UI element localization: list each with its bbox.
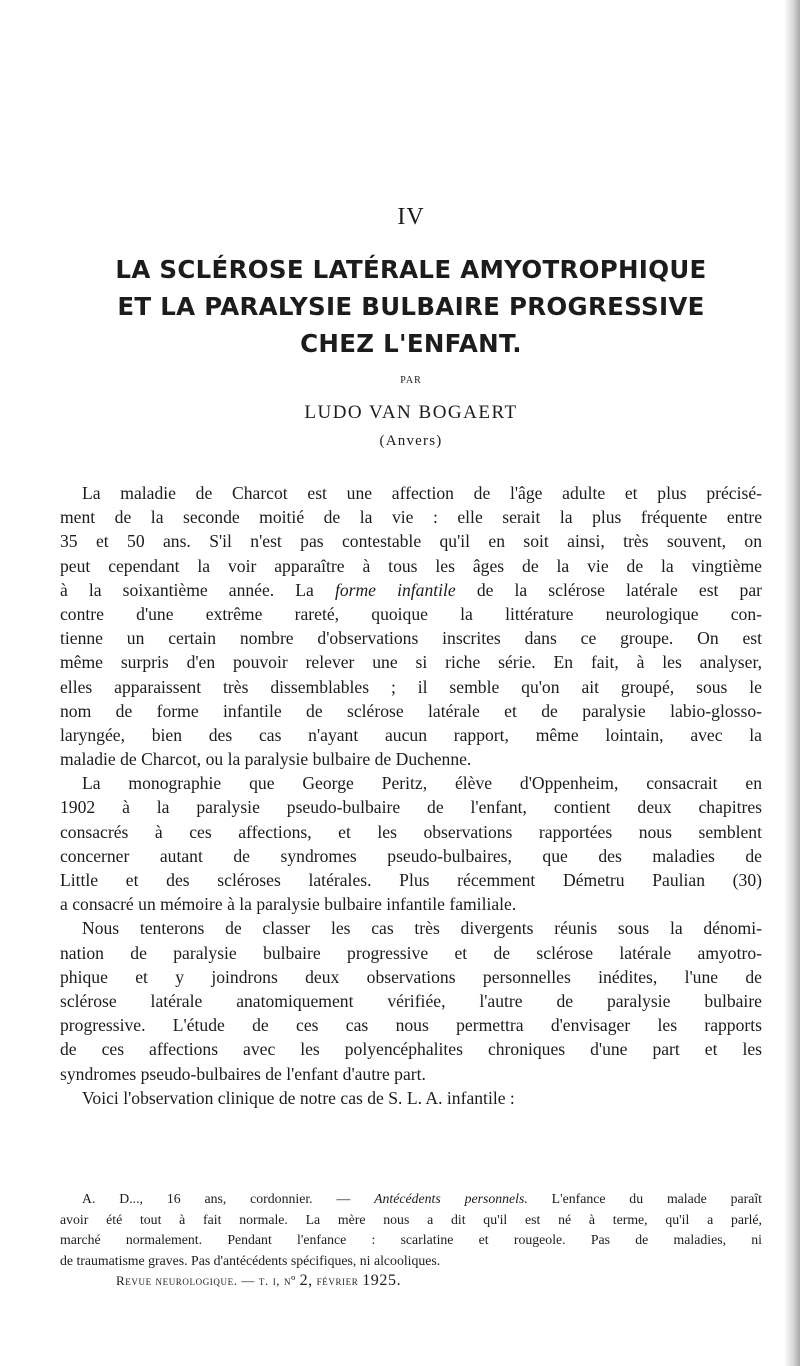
italic-heading: Antécédents personnels.	[374, 1191, 528, 1206]
small-text-line: de traumatisme graves. Pas d'antécédents spécifiques, ni alcooliques.	[60, 1252, 441, 1268]
text-line: de ces affections avec les polyencéphalites chroniques d'une part et les	[60, 1039, 762, 1060]
text-line: a consacré un mémoire à la paralysie bulbaire infantile familiale.	[60, 894, 517, 915]
observation-text	[60, 1189, 762, 1271]
author-city: (Anvers)	[379, 433, 443, 449]
text-line: tienne un certain nombre d'observations inscrites dans ce groupe. On est	[60, 628, 762, 649]
article-title	[60, 251, 762, 362]
italic-term: forme infantile	[334, 579, 456, 600]
text-line: progressive. L'étude de ces cas nous permettra d'envisager les rapports	[60, 1015, 762, 1036]
text-segment: de la sclérose latérale est par	[476, 579, 762, 600]
text-line: même surpris d'en pouvoir relever une si riche série. En fait, à les analyser,	[60, 652, 762, 673]
main-text	[60, 481, 762, 1110]
title-line-3: CHEZ L'ENFANT.	[300, 329, 522, 358]
text-line: maladie de Charcot, ou la paralysie bulbaire de Duchenne.	[60, 749, 472, 770]
author-name: LUDO VAN BOGAERT	[304, 402, 518, 423]
text-line: Little et des scléroses latérales. Plus récemment Démetru Paulian (30)	[60, 870, 762, 890]
small-text-line	[60, 1189, 762, 1210]
text-line: 1902 à la paralysie pseudo-bulbaire de l'enfant, contient deux chapitres	[60, 797, 762, 818]
text-line: Voici l'observation clinique de notre cas de S. L. A. infantile :	[82, 1087, 515, 1108]
document-page	[60, 0, 762, 1366]
text-segment: à la soixantième année. La	[60, 579, 314, 600]
issue-year: 1925.	[362, 1272, 402, 1289]
byline-par: PAR	[400, 375, 422, 386]
text-line	[60, 578, 762, 602]
page-edge-shadow	[784, 0, 800, 1366]
text-line: Nous tenterons de classer les cas très divergents réunis sous la dénomi-	[82, 918, 762, 939]
text-line: 35 et 50 ans. S'il n'est pas contestable qu'il en soit ainsi, très souvent, on	[60, 531, 762, 552]
small-text-line: marché normalement. Pendant l'enfance : scarlatine et rougeole. Pas de maladies, ni	[60, 1232, 762, 1248]
text-line: syndromes pseudo-bulbaires de l'enfant d'autre part.	[60, 1063, 426, 1084]
text-line: elles apparaissent très dissemblables ; il semble qu'on ait groupé, sous le	[60, 676, 762, 697]
text-line: nom de forme infantile de sclérose latérale et de paralysie labio-glosso-	[60, 700, 762, 721]
text-line: ment de la seconde moitié de la vie : elle serait la plus fréquente entre	[60, 507, 762, 528]
journal-name: Revue neurologique.	[116, 1273, 238, 1288]
title-line-2: ET LA PARALYSIE BULBAIRE PROGRESSIVE	[117, 292, 705, 321]
text-segment: L'enfance du malade paraît	[551, 1191, 763, 1206]
text-line: phique et y joindrons deux observations personnelles inédites, l'une de	[60, 966, 762, 987]
issue-month: février	[316, 1273, 359, 1288]
text-line: peut cependant la voir apparaître à tous les âges de la vie de la vingtième	[60, 555, 762, 576]
issue-number: 2,	[299, 1272, 313, 1289]
chapter-number: IV	[397, 204, 425, 230]
footer-dash: —	[241, 1273, 256, 1288]
text-line: laryngée, bien des cas n'ayant aucun rapport, même lointain, avec la	[60, 724, 762, 745]
title-line-1: LA SCLÉROSE LATÉRALE AMYOTROPHIQUE	[115, 255, 707, 284]
text-line: La maladie de Charcot est une affection de l'âge adulte et plus précisé-	[82, 483, 762, 503]
text-line: consacrés à ces affections, et les observations rapportées nous semblent	[60, 821, 762, 842]
text-line: La monographie que George Peritz, élève d'Oppenheim, consacrait en	[82, 773, 762, 794]
small-text-line: avoir été tout à fait normale. La mère nous a dit qu'il est né à terme, qu'il a parlé,	[60, 1211, 762, 1227]
text-line: nation de paralysie bulbaire progressive et de sclérose latérale amyotro-	[60, 942, 762, 963]
volume-label: t. i, nº	[258, 1273, 296, 1288]
text-line: concerner autant de syndromes pseudo-bulbaires, que des maladies de	[60, 845, 762, 866]
text-line: contre d'une extrême rareté, quoique la littérature neurologique con-	[60, 603, 762, 624]
page-footer	[116, 1272, 716, 1290]
text-line: sclérose latérale anatomiquement vérifiée, l'autre de paralysie bulbaire	[60, 990, 762, 1011]
text-segment: A. D..., 16 ans, cordonnier. —	[82, 1191, 351, 1206]
